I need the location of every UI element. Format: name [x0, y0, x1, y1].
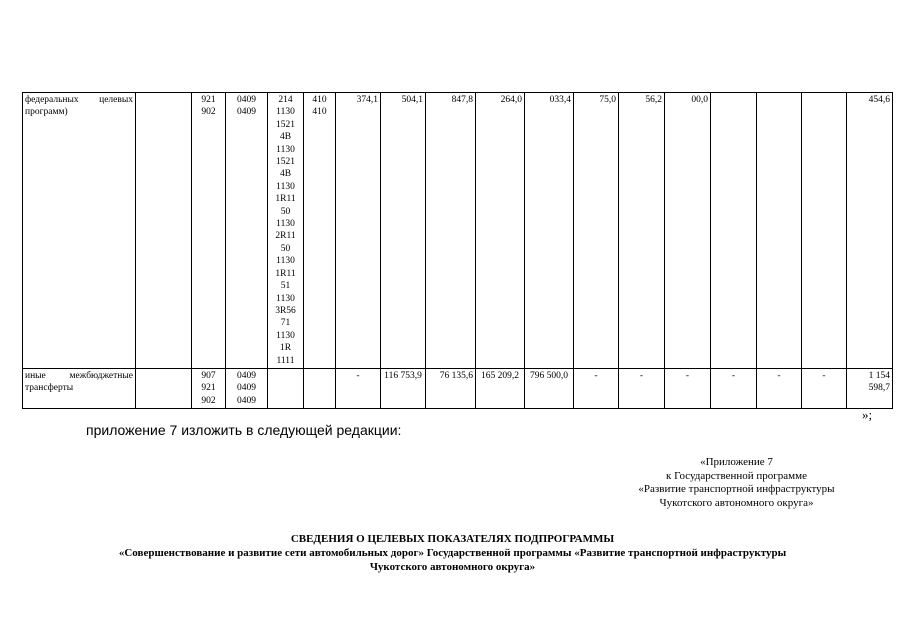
empty-cell [136, 368, 192, 408]
title-line: СВЕДЕНИЯ О ЦЕЛЕВЫХ ПОКАЗАТЕЛЯХ ПОДПРОГРАММЫ [290, 533, 615, 545]
appendix-line: «Приложение 7 [700, 456, 773, 468]
value-cell: 00,0 [665, 93, 711, 369]
rzpr-line: 0409 [237, 370, 256, 381]
appendix-header [585, 456, 888, 510]
appendix-line: к Государственной программе [666, 469, 807, 482]
value-cell: - [665, 368, 711, 408]
csr-line: 1521 [276, 119, 295, 130]
title-line: «Совершенствование и развитие сети автомобильных дорог» Государственной программы «Развитие транспортной инфраструктуры [118, 547, 787, 559]
value-cell: 264,0 [476, 93, 525, 369]
value-cell: 033,4 [525, 93, 574, 369]
csr-line: 50 [280, 243, 291, 254]
table-row [23, 93, 905, 369]
row-name-cell: федеральных целевых программ) [23, 93, 136, 369]
rzpr-line: 0409 [237, 395, 256, 406]
rzpr-line: 0409 [237, 107, 256, 118]
value-cell: 847,8 [426, 93, 476, 369]
csr-line: 1R [279, 343, 292, 354]
grbs-line: 921 [201, 95, 216, 105]
csr-cell [268, 93, 304, 369]
value-cell: 796 500,0 [525, 368, 574, 408]
csr-line: 71 [280, 318, 291, 329]
value-cell: 56,2 [619, 93, 665, 369]
vr-cell [304, 368, 336, 408]
rzpr-cell [226, 93, 268, 369]
value-cell: 165 209,2 [476, 368, 525, 408]
vr-line: 410 [312, 107, 327, 118]
value-cell: - [574, 368, 619, 408]
grbs-cell [192, 368, 226, 408]
csr-line: 50 [280, 206, 291, 217]
csr-line: 214 [278, 95, 293, 105]
value-cell: - [711, 368, 757, 408]
csr-line: 1R11 [275, 268, 296, 279]
intro-text: приложение 7 изложить в следующей редакции: [86, 422, 402, 438]
csr-line: 4B [279, 132, 292, 143]
csr-line: 2R11 [275, 231, 296, 242]
csr-line: 1130 [276, 144, 295, 155]
value-cell [757, 93, 802, 369]
title-line: Чукотского автономного округа» [369, 561, 536, 573]
grbs-line: 921 [201, 383, 216, 394]
document-title [40, 532, 865, 574]
csr-line: 1130 [276, 256, 295, 267]
csr-line: 1111 [276, 355, 295, 366]
appendix-line: Чукотского автономного округа» [659, 496, 814, 509]
csr-line: 4B [279, 169, 292, 180]
closing-mark: »; [862, 407, 873, 422]
value-cell: - [802, 368, 847, 408]
csr-line: 1130 [276, 293, 295, 304]
csr-line: 1130 [276, 107, 295, 118]
csr-line: 1130 [276, 181, 295, 192]
table-body [23, 93, 905, 409]
value-cell: 75,0 [574, 93, 619, 369]
csr-line: 3R56 [275, 305, 296, 316]
csr-cell [268, 368, 304, 408]
csr-line: 1130 [276, 219, 295, 230]
value-cell: - [757, 368, 802, 408]
csr-line: 1130 [276, 330, 295, 341]
value-cell [802, 93, 847, 369]
table-row [23, 368, 905, 408]
value-cell: 454,6 [847, 93, 893, 369]
empty-cell [136, 93, 192, 369]
rzpr-cell [226, 368, 268, 408]
value-cell: 116 753,9 [381, 368, 426, 408]
value-cell: - [336, 368, 381, 408]
grbs-cell [192, 93, 226, 369]
value-cell: 76 135,6 [426, 368, 476, 408]
rzpr-line: 0409 [237, 95, 256, 105]
value-cell: 374,1 [336, 93, 381, 369]
row-name-cell: иные межбюджетные трансферты [23, 368, 136, 408]
grbs-line: 902 [201, 395, 216, 406]
csr-line: 1R11 [275, 194, 296, 205]
csr-line: 1521 [276, 157, 295, 168]
grbs-line: 902 [201, 107, 216, 118]
budget-table [22, 92, 905, 409]
appendix-line: «Развитие транспортной инфраструктуры [638, 483, 835, 495]
value-cell: 504,1 [381, 93, 426, 369]
value-cell: 1 154 598,7 [847, 368, 893, 408]
grbs-line: 907 [201, 370, 216, 381]
value-cell [711, 93, 757, 369]
value-cell: - [619, 368, 665, 408]
vr-cell [304, 93, 336, 369]
vr-line: 410 [312, 95, 327, 105]
csr-line: 51 [280, 281, 291, 292]
rzpr-line: 0409 [237, 383, 256, 394]
